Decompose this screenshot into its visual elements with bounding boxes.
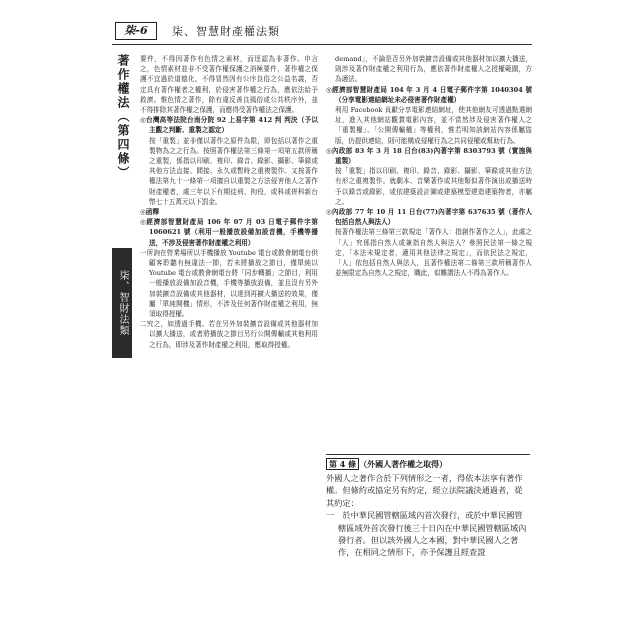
paragraph: 要件，不得因著作有色情之素材，而逕認為非著作。申言之，色情素材並非不受著作權保護之消極要件，著作權之保護不宜過於道德化，不得冒然因有公序良俗之公益名義，否定具有著作權者之權利，於侵害著作權之行為，應依法給予救濟。惟色情之著作，除有違反善良風俗或公共秩序外，並不得排除其著作權之保護，而應得受著作權法之保護。 — [140, 55, 318, 115]
article-intro: 外國人之著作合於下列情形之一者，得依本法享有著作權。但條約或協定另有約定，經立法院議決通過者，從其約定： — [326, 473, 523, 508]
paragraph: 利用 Facebook 貢獻分享電影連結網址，使其他網友可透過點選網址，進入其他網站觀賞電影內容，並不當然涉及侵害著作權人之「重製權」、「公開傳輸權」等權利，惟若明知該網站內容係屬盜版，仍提供連結，則可能構成侵權行為之共同侵權或幫助行為。 — [335, 106, 532, 145]
case-heading: ◎內政部 77 年 10 月 11 日台(77)內著字第 637635 號（著作人包括自然人與法人） — [326, 208, 532, 227]
header-rule — [112, 44, 532, 45]
article-section — [326, 454, 530, 615]
case-heading: ◎台灣高等法院台南分院 92 上易字第 412 判 判決（予以主觀之判斷、重製之認定） — [140, 116, 318, 135]
side-title: 著作權法（第四條） — [116, 54, 130, 180]
side-tab: 柒、智財法類 — [112, 248, 132, 358]
paragraph: 二究之，如透過手機、若在另外加裝擴音設備或其他器材加以擴大播送，或者將播放之節目另行公開傳輸或其他利用之行為，即涉及著作財產權之利用，應取得授權。 — [140, 320, 318, 349]
case-heading: ◎經濟部智慧財產局 106 年 07 月 03 日電子郵件字第 1060621 號（利用一般播放設備加設音機，手機等播送，不涉及侵害著作財產權之利用） — [140, 218, 318, 247]
paragraph: 按「重製」並非僅以著作之原件為限，即包括以著作之重製物為之之行為。按照著作權法第三條第一項第五款所稱之重製，係指以印刷、複印、錄音、錄影、攝影、筆錄或其他方法直接、間接、永久或暫時之重複製作。又按著作權法第九十一條第一項擅自以重製之方法侵害他人之著作財產權者，處三年以下有期徒刑、拘役，或科或併科新台幣七十五萬元以下罰金。 — [149, 136, 318, 206]
paragraph: 按著作權法第三條第三款規定「著作人：指創作著作之人」，此處之「人」究係指自然人或兼指自然人與法人？參照民法第一條之規定，「本法未規定者，適用其他法律之規定」，而依民法之規定，「人」依包括自然人與法人，且著作權法第二條第三款所稱著作人並無限定為自然人之規定，職此，似難謂法人不得為著作人。 — [335, 228, 532, 278]
paragraph: demand」，不論是否另外加裝擴音設備或其他器材加以擴大播送，則涉及著作財產權之利用行為，應依著作財產權人之授權範圍，方為適法。 — [335, 55, 532, 84]
case-heading: ◎經濟部智慧財產局 104 年 3 月 4 日電子郵件字第 1040304 號（分享電影連結網址未必侵害著作財產權） — [326, 85, 532, 104]
paragraph: 按「重製」指以印刷、複印、錄音、錄影、攝影、筆錄或其他方法有形之重複製作。就劇本、音樂著作或其他類似著作演出或播送時予以錄音或錄影，或依建築設計圖或建築模型建造建築物者，亦屬之。 — [335, 167, 532, 206]
article-title: （外國人著作權之取得） — [359, 459, 448, 469]
running-title: 柒、智慧財產權法類 — [172, 25, 280, 38]
page-code: 柒-6 — [115, 22, 157, 40]
article-heading — [326, 459, 530, 470]
section-heading: ◎函釋 — [140, 208, 159, 217]
case-heading: ◎內政部 83 年 3 月 18 日台(83)內著字第 8303793 號（實施與重製） — [326, 146, 532, 166]
article-body — [326, 472, 530, 559]
left-column — [140, 54, 318, 350]
paragraph: 一所詢在營業場所以手機播放 Youtube 電台或教會網電台供顧客聆聽有無違法一節，若未將播放之節目，僅單純以 Youtube 電台或教會網電台將「同步轉播」之節目，利用一般播放設備加設音機，手機等播放設備，並且沒有另外加裝擴音設備或其他器材，以達到再擴大播送的效果，僅屬「單純開機」情形，不涉及任何著作財產權之利用，無須取得授權。 — [140, 248, 318, 319]
article-item: 一 於中華民國管轄區域內首次發行，或於中華民國管轄區域外首次發行後三十日內在中華民國管轄區域內發行者。但以該外國人之本國，對中華民國人之著作，在相同之情形下，亦予保護且經查證 — [326, 510, 527, 558]
article-number: 第 4 條 — [326, 458, 359, 470]
right-column — [326, 54, 532, 278]
